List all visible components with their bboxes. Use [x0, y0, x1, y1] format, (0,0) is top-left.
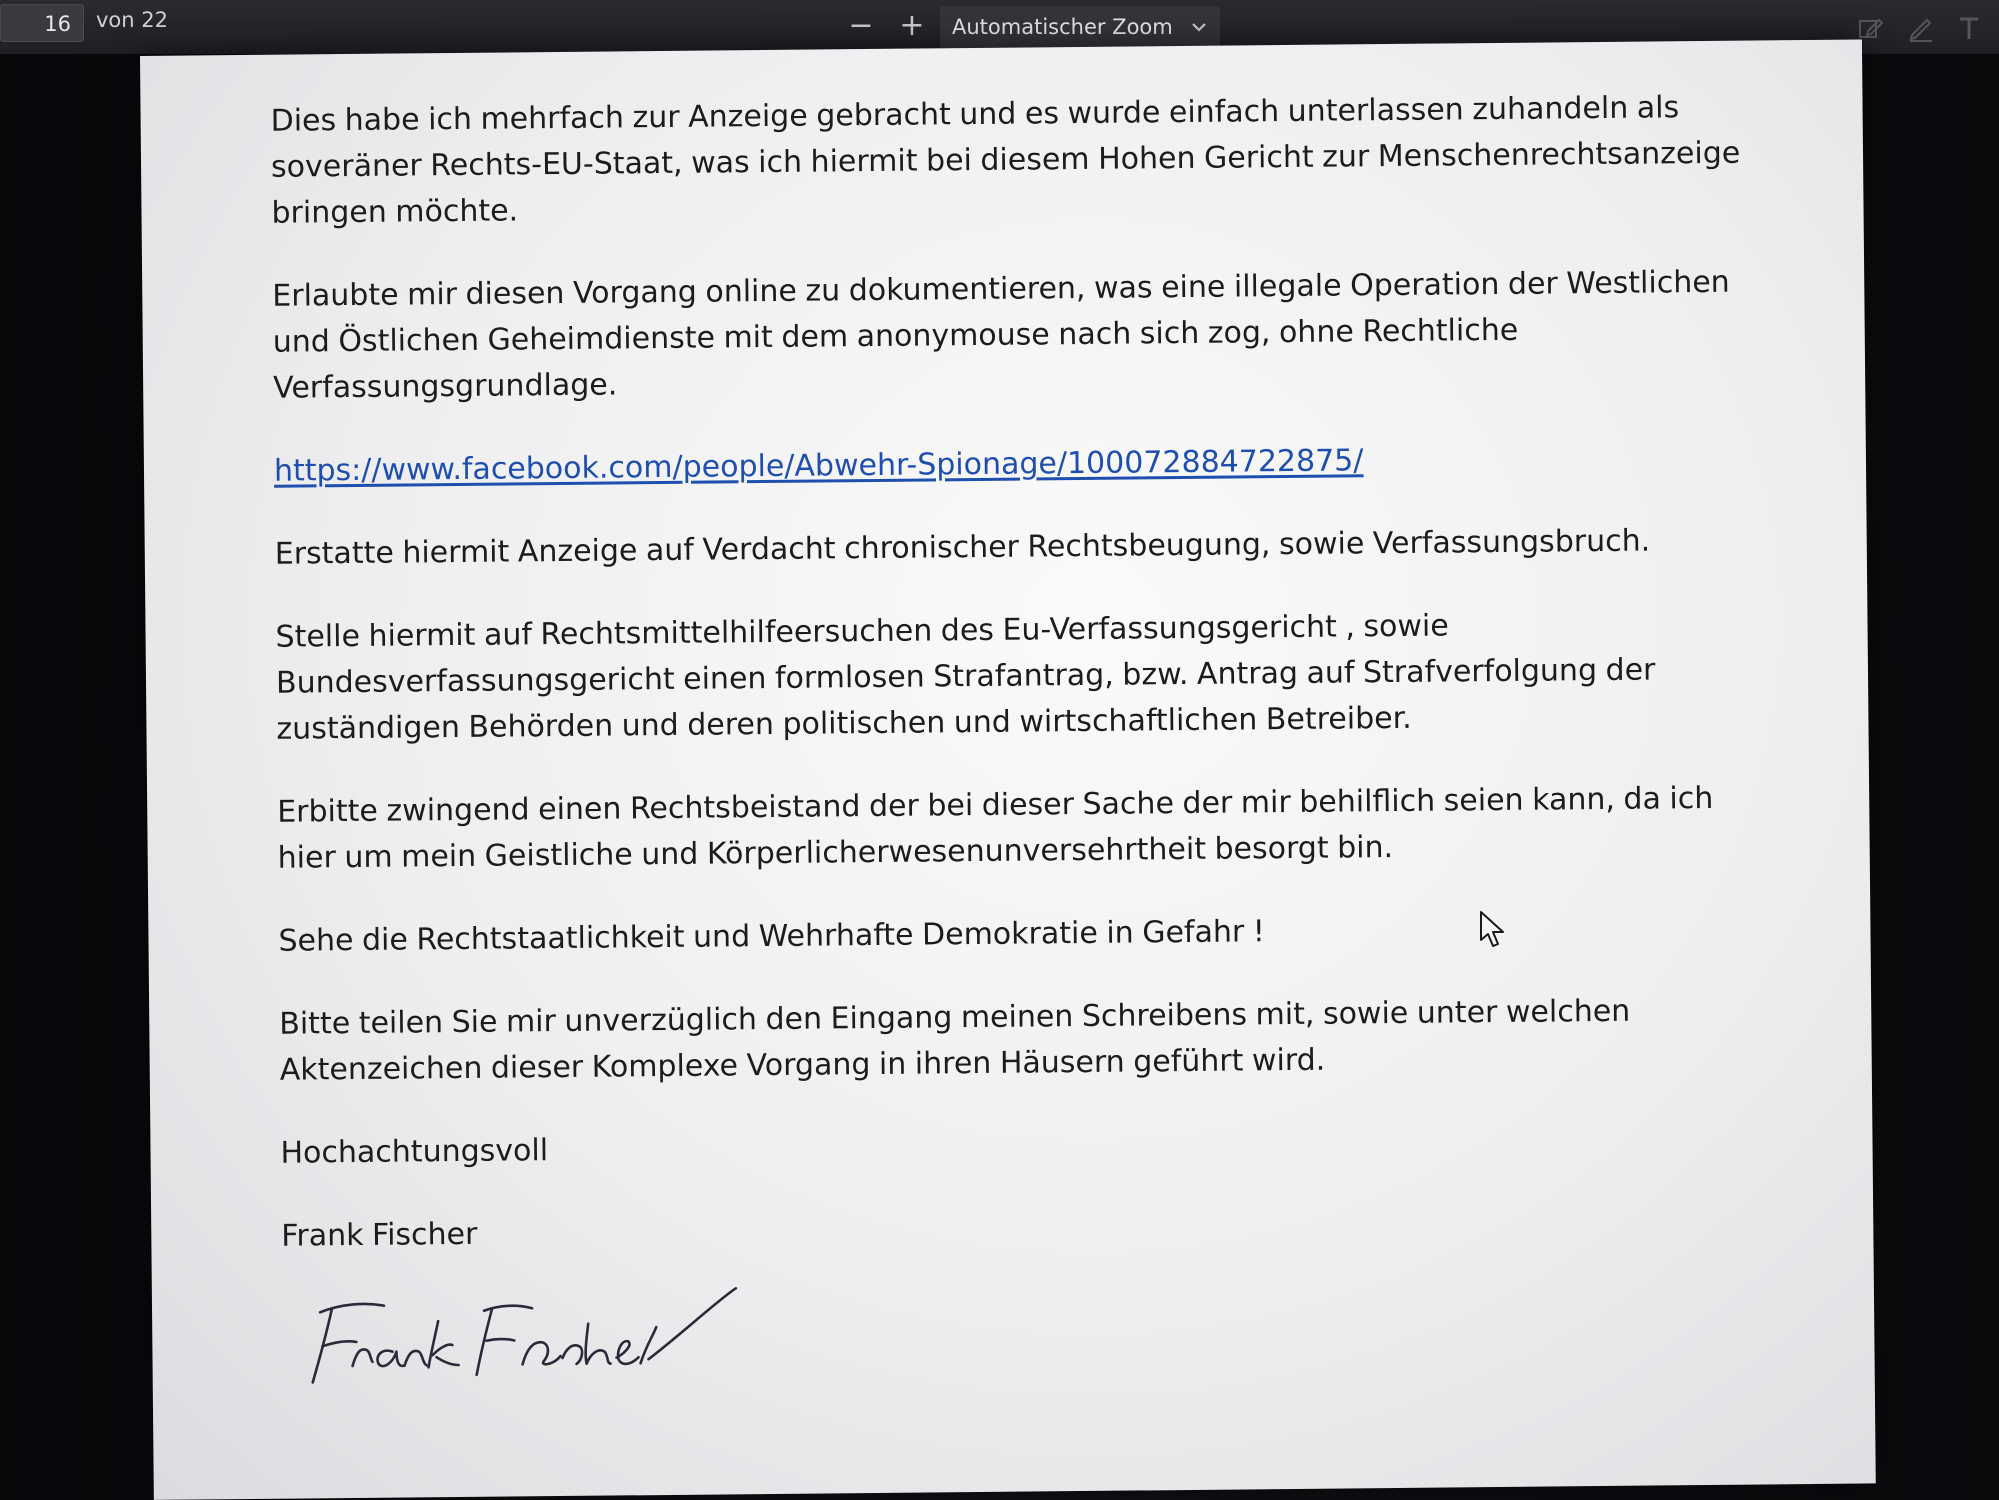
draw-icon[interactable] [1907, 14, 1935, 42]
mouse-pointer-icon [1478, 910, 1508, 950]
signer-name: Frank Fischer [281, 1216, 478, 1254]
zoom-select[interactable] [940, 6, 1220, 48]
zoom-select-value: Automatischer Zoom [952, 15, 1173, 39]
paragraph: Erstatte hiermit Anzeige auf Verdacht chronischer Rechtsbeugung, sowie Verfassungsbruch. [274, 523, 1651, 572]
paragraph: Erbitte zwingend einen Rechtsbeistand der bei dieser Sache der mir behilflich seien kann, da ich hier um mein Geistliche und Körperlicherwesenunversehrtheit besorgt bin. [277, 780, 1714, 876]
page-number-input[interactable]: 16 [0, 4, 84, 42]
document-page [140, 39, 1876, 1499]
zoom-in-icon: + [899, 8, 925, 43]
page-count-label: von 22 [96, 8, 168, 32]
zoom-in-button[interactable] [894, 8, 930, 44]
paragraph: Stelle hiermit auf Rechtsmittelhilfeersuchen des Eu-Verfassungsgericht , sowie Bundesverfassungsgericht einen formlosen Strafantrag, bzw. Antrag auf Strafverfolgung der zuständigen Behörden und deren politischen und wirtschaftlichen Betreiber. [275, 608, 1656, 747]
handwritten-signature [300, 1278, 741, 1392]
edit-icon[interactable] [1857, 14, 1885, 42]
paragraph: Bitte teilen Sie mir unverzüglich den Eingang meinen Schreibens mit, sowie unter welchen Aktenzeichen dieser Komplexe Vorgang in ihren Häusern geführt wird. [279, 993, 1631, 1088]
closing-text: Hochachtungsvoll [280, 1133, 549, 1171]
zoom-out-icon: − [848, 8, 874, 43]
paragraph: Erlaubte mir diesen Vorgang online zu dokumentieren, was eine illegale Operation der Westlichen und Östlichen Geheimdienste mit dem anonymouse nach sich zog, ohne Rechtliche Verfassungsgrundlage. [272, 264, 1730, 406]
facebook-link[interactable]: https://www.facebook.com/people/Abwehr-Spionage/100072884722875/ [273, 443, 1364, 489]
paragraph: Dies habe ich mehrfach zur Anzeige gebracht und es wurde einfach unterlassen zuhandeln als soveräner Rechts-EU-Staat, was ich hiermit bei diesem Hohen Gericht zur Menschenrechtsanzeige bringen möchte. [270, 90, 1741, 231]
text-icon[interactable] [1955, 14, 1983, 42]
letter-body [270, 85, 1761, 1297]
paragraph: Sehe die Rechtstaatlichkeit und Wehrhafte Demokratie in Gefahr ! [278, 914, 1265, 959]
zoom-out-button[interactable] [843, 8, 879, 44]
